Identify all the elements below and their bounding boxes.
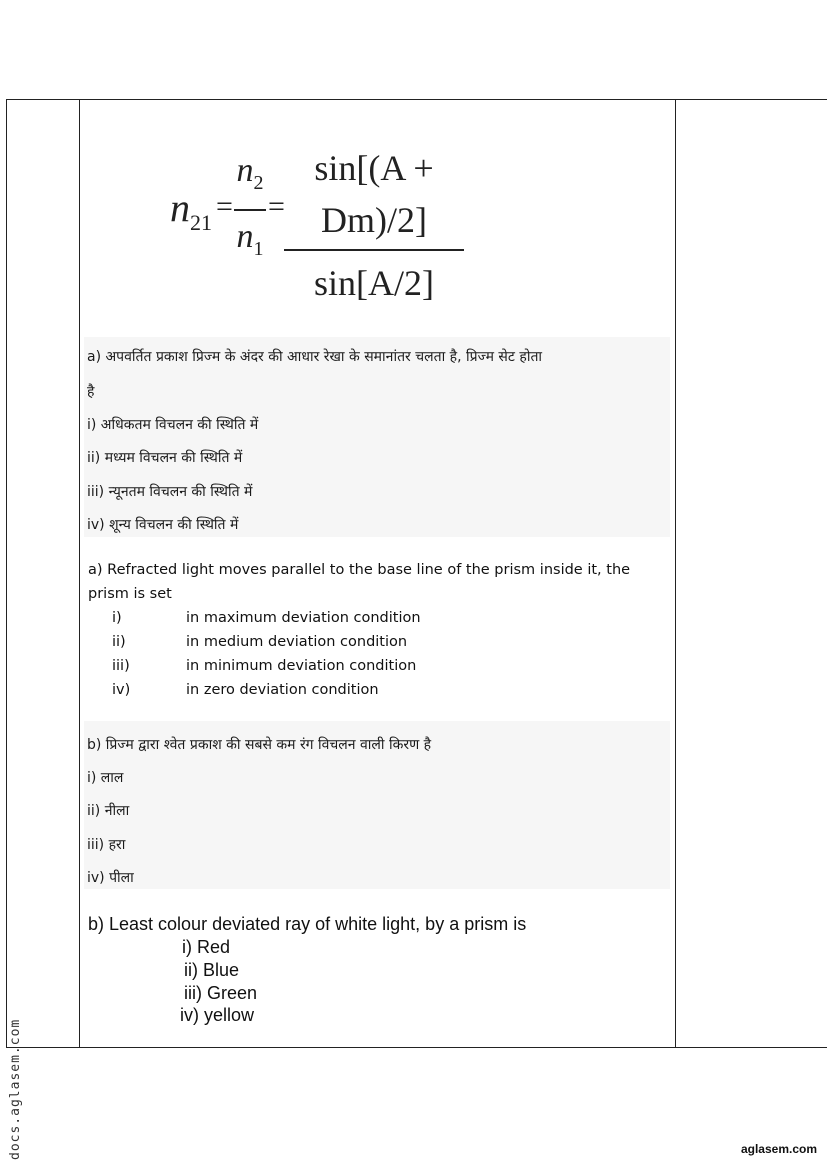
formula-sine-denominator: sin[A/2]	[314, 263, 434, 303]
option-2: ii) नीला	[87, 803, 130, 819]
formula-sine-numerator: sin[(A + Dm)/2]	[314, 148, 434, 240]
option-1: i) in maximum deviation condition	[112, 610, 421, 626]
option-3: iii) in minimum deviation condition	[112, 658, 417, 674]
formula-equals-1: =	[216, 190, 233, 223]
option-2: ii) Blue	[184, 960, 240, 980]
question-b-english	[88, 911, 527, 1025]
formula-fraction-index: $n_2$ $n_1$	[234, 148, 266, 272]
question-text: b) प्रिज्म द्वारा श्वेत प्रकाश की सबसे कम रंग विचलन वाली किरण है	[87, 737, 432, 753]
option-3: iii) हरा	[87, 837, 126, 853]
question-text: a) Refracted light moves parallel to the base line of the prism inside it, the	[88, 562, 631, 578]
watermark: docs.aglasem.com	[8, 1018, 23, 1160]
question-b-hindi	[84, 721, 670, 889]
option-1: i) लाल	[87, 770, 124, 786]
option-3: iii) न्यूनतम विचलन की स्थिति में	[87, 484, 253, 500]
column-divider-left	[79, 100, 80, 1047]
option-4: iv) yellow	[180, 1005, 255, 1025]
option-3: iii) Green	[184, 983, 258, 1003]
question-a-hindi	[84, 337, 670, 537]
question-text-cont: है	[87, 384, 95, 400]
prism-formula	[170, 142, 470, 303]
formula-fraction-sine	[284, 142, 464, 309]
option-1: i) Red	[182, 937, 231, 957]
option-1: i) अधिकतम विचलन की स्थिति में	[87, 417, 259, 433]
question-text: a) अपवर्तित प्रकाश प्रिज्म के अंदर की आधार रेखा के समानांतर चलता है, प्रिज्म सेट होता	[87, 349, 543, 365]
option-2: ii) मध्यम विचलन की स्थिति में	[87, 450, 243, 466]
formula-equals-2: =	[268, 190, 285, 223]
question-a-english	[88, 558, 678, 702]
option-2: ii) in medium deviation condition	[112, 634, 408, 650]
question-text-cont: prism is set	[88, 586, 172, 602]
option-4: iv) पीला	[87, 870, 134, 886]
question-text: b) Least colour deviated ray of white light, by a prism is	[88, 914, 527, 934]
formula-lhs: $n_{21}$	[170, 185, 212, 235]
footer-brand: aglasem.com	[740, 1142, 817, 1156]
option-4: iv) in zero deviation condition	[112, 682, 379, 698]
option-4: iv) शून्य विचलन की स्थिति में	[87, 517, 239, 533]
